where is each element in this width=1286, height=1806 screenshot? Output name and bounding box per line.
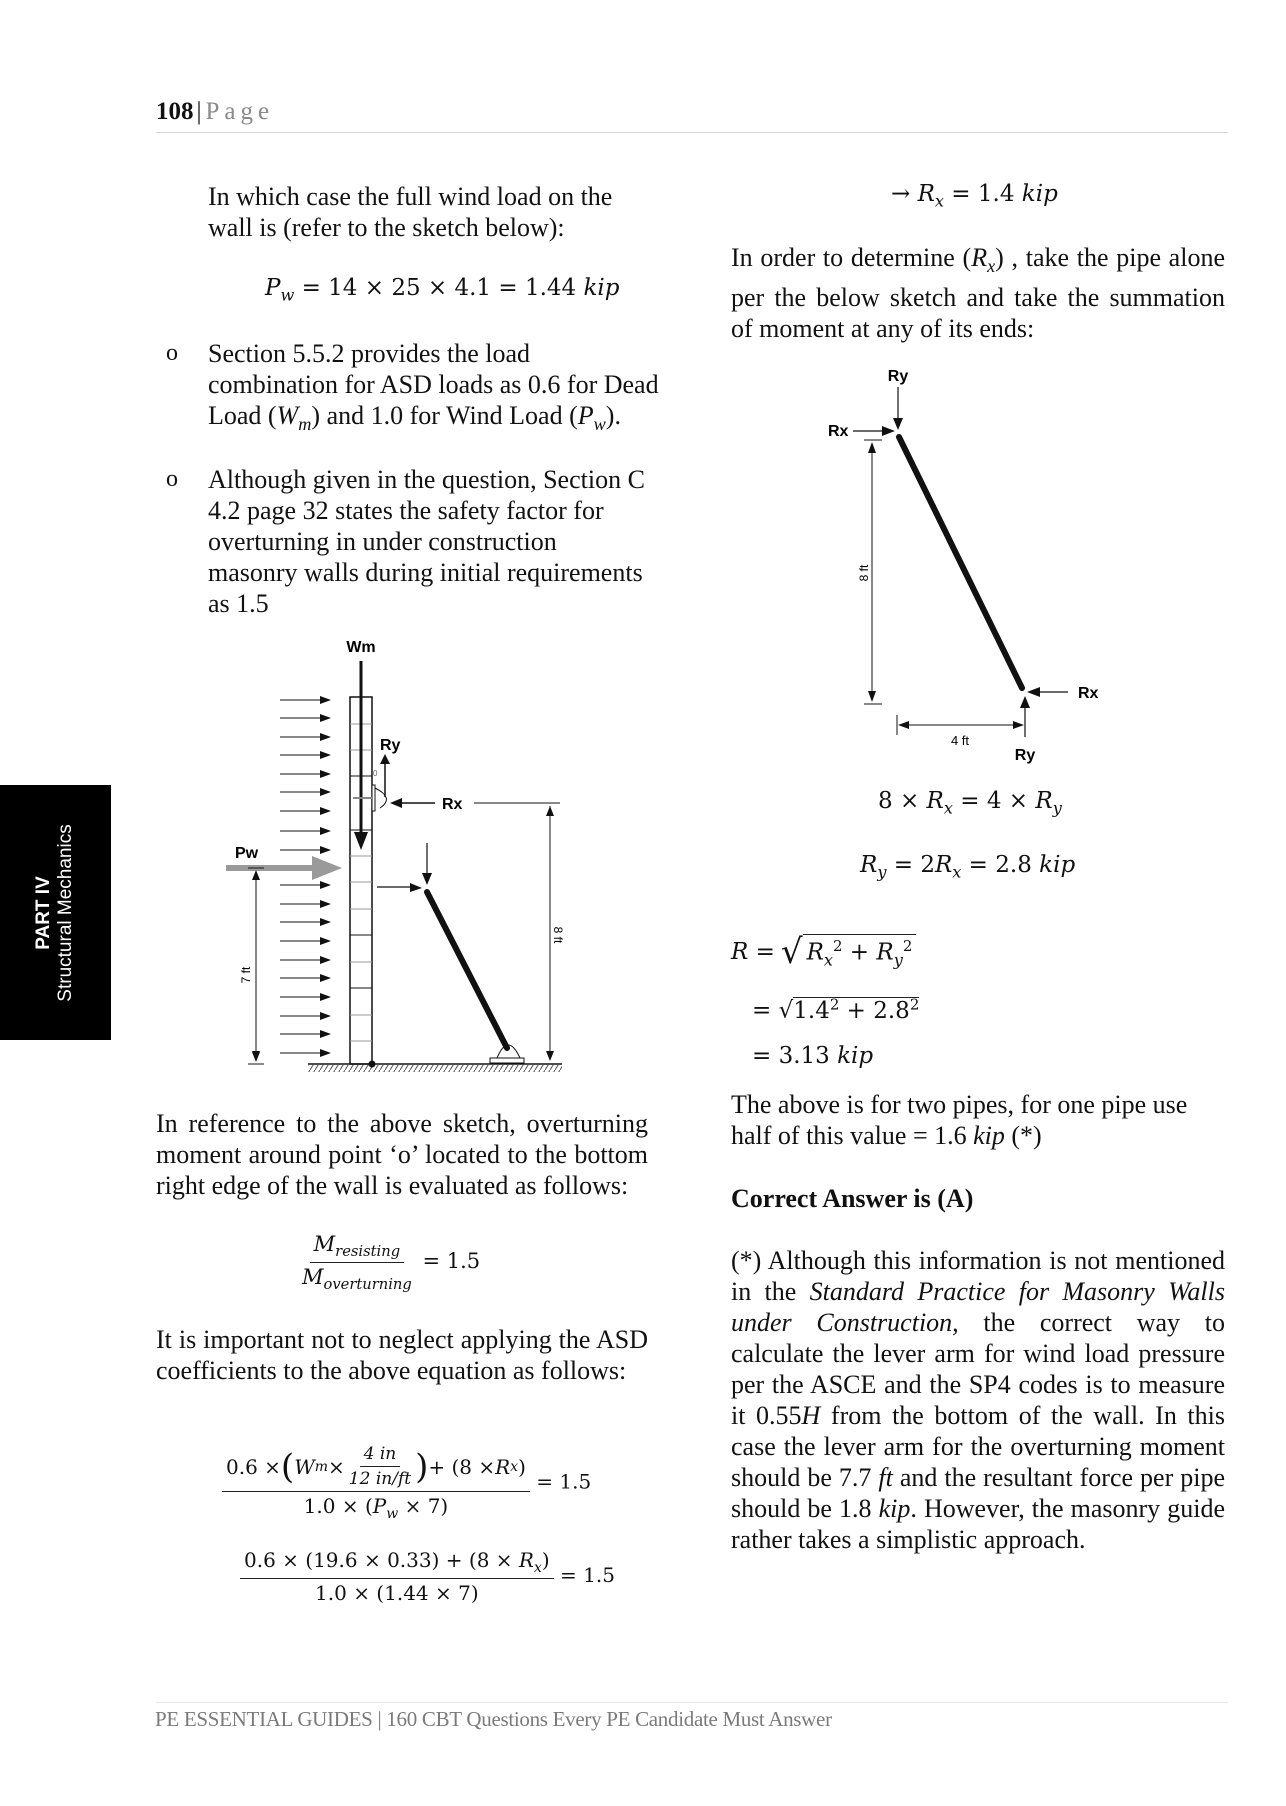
asd-paragraph: It is important not to neglect applying the ASD coefficients to the above equation as follows: [156,1325,648,1385]
power: 2 [902,937,913,956]
sub-resisting: resisting [335,1243,401,1261]
unit-kip: kip [1039,852,1076,878]
sub-w: w [593,414,606,435]
pw-rhs: = 14 × 25 × 4.1 = 1.44 [301,275,584,301]
sub-m: m [298,414,312,435]
wind-arrowhead [320,827,331,835]
sub-y: y [893,950,903,970]
asd1-text: × [328,1454,345,1479]
para-text: The above is for two pipes, for one pipe use half of this value = 1.6 [731,1090,1188,1150]
eq-text: = 2 [886,852,935,878]
bullet-text: ). [605,401,621,430]
note-text: and the resultant force per pipe should be 1.8 [731,1463,1225,1523]
eq-lhs: R = [731,939,775,965]
para-text: ) , take the pipe alone per the below sketch and take the summation of moment at any of its ends: [731,243,1225,344]
var-r: R [518,1548,534,1572]
sub-x: x [533,1560,542,1576]
label-rx: Rx [442,796,463,813]
var-r: R [495,1454,511,1479]
equation-resultant-numeric [752,995,919,1024]
var-p: P [372,1494,387,1518]
para-text: In order to determine ( [731,243,972,272]
sub-overturning: overturning [323,1276,412,1294]
asd1-text: ) [518,1454,526,1479]
asd2-den: 1.0 × (1.44 × 7) [315,1581,479,1605]
var-r: R [876,940,894,967]
note-title: Standard Practice for Masonry Walls under Construction, [731,1277,1225,1337]
eq-text: = 3.13 [752,1043,838,1069]
wind-arrowhead [320,846,331,854]
eq-text: + 2.8 [839,997,910,1024]
inner-denominator: 12 in/ft [348,1469,412,1489]
var-h: H [801,1401,821,1430]
power: 2 [909,995,920,1013]
bullet-item-safety-factor: Although given in the question, Section C 4.2 page 32 states the safety factor for overturning in under construction masonry walls during initial requirements as 1.5 [208,465,645,618]
unit-kip: kip [878,1494,911,1523]
para-text: (*) [1004,1121,1042,1150]
label-rx-bottom: Rx [1078,685,1099,702]
var-p: P [265,275,281,301]
point-o [369,1061,376,1068]
var-m: M [302,1265,324,1290]
power: 2 [829,995,840,1013]
footer-rule [156,1702,1228,1703]
power: 2 [832,937,843,956]
var-r: R [934,852,953,878]
pipe-line [899,437,1022,688]
ratio-fraction [298,1232,416,1293]
arrow-symbol: → [891,181,918,207]
asd1-text: 0.6 × [226,1454,281,1479]
unit-ft: ft [878,1463,893,1492]
equation-asd-symbolic: 0.6 × ( W m × $\frac{4 in}{12 in/ft}$ ) + (8 × R x ) $1.0 \times (P_w \times 7)$ = 1.5 [222,1444,591,1522]
side-tab [0,785,111,1040]
equation-moment-sum [878,788,1062,818]
label-4ft: 4 ft [950,733,970,748]
sqrt-icon: √ [780,932,803,972]
sub-x: x [952,862,962,882]
eq-text: + [842,940,877,967]
correct-answer: Correct Answer is (A) [731,1184,974,1213]
wind-arrowhead [320,900,331,908]
wind-pressure-arrows [280,696,331,1057]
pipes-paragraph [731,1089,1225,1151]
note-paragraph [731,1245,1225,1555]
asd1-den: × 7) [398,1494,449,1518]
pw-arrowhead [312,856,342,880]
asd2-text: ) [541,1548,550,1572]
equation-asd-numeric [240,1548,615,1605]
wind-arrowhead [320,881,331,889]
moment-paragraph: In reference to the above sketch, overturning moment around point ‘o’ located to the bottom right edge of the wall is evaluated as follows: [156,1109,648,1200]
equation-resultant-value [752,1043,873,1069]
rx-rhs: = 1.4 [944,181,1022,207]
asd1-rhs: = 1.5 [536,1469,592,1494]
inner-numerator: 4 in [360,1444,401,1467]
pw-arrow-shaft [226,865,316,871]
asd2-text: 0.6 × (19.6 × 0.33) + (8 × [244,1548,519,1572]
note-text: from the bottom of the wall. In this case the lever arm for the overturning moment should be 7.7 [731,1401,1225,1492]
bullet-marker: o [166,466,178,492]
unit-kip: kip [837,1043,874,1069]
var-w: W [276,401,299,430]
var-p: P [577,401,594,430]
note-text: the correct way to calculate the lever arm for wind load pressure per the ASCE and the SP4 codes is to measure it 0.55 [731,1308,1225,1430]
ratio-rhs: = 1.5 [422,1249,481,1274]
var-r: R [806,940,824,967]
intro-paragraph: In which case the full wind load on the wall is (refer to the sketch below): [208,182,613,242]
pipe-free-body-sketch [820,355,1140,785]
wind-arrowhead [320,788,331,796]
determine-paragraph [731,242,1225,344]
wall-bracing-sketch [220,630,580,1090]
equation-resultant [731,932,916,972]
header-rule [156,132,1228,133]
eq-text: = √ [752,997,794,1024]
pipe-base-plate [490,1058,524,1063]
wind-arrowhead [320,733,331,741]
eq-text: = 2.8 [961,852,1040,878]
eq-text: = 4 × [952,788,1036,814]
asd1-den: 1.0 × ( [303,1494,373,1518]
side-tab-part: PART IV [33,876,54,950]
sub-x: x [823,950,833,970]
sub-x: x [510,1458,519,1475]
equation-ry [860,852,1075,882]
wind-arrowhead [320,696,331,704]
bullet-text: Section 5.5.2 provides the load combination for ASD loads as 0.6 for Dead Load ( [208,339,659,430]
wind-arrowhead [320,714,331,722]
var-r: R [1035,788,1053,814]
header-separator: | [196,98,202,125]
wind-arrowhead [320,1030,331,1038]
side-tab-title: Structural Mechanics [55,824,76,1002]
unit-kip: kip [973,1121,1005,1150]
note-text: . However, the masonry guide rather takes a simplistic approach. [731,1494,1225,1554]
page-header [156,98,274,126]
equation-rx [891,181,1058,211]
sub-y: y [1052,798,1062,818]
label-wm: Wm [346,639,376,656]
wind-arrowhead [320,751,331,759]
label-rx-top: Rx [828,423,849,440]
bullet-text: ) and 1.0 for Wind Load ( [311,401,578,430]
sub-x: x [987,256,996,277]
label-point-o: 0 [373,769,378,778]
label-pw: Pw [235,845,259,862]
asd2-rhs: = 1.5 [560,1563,615,1587]
sub-w: w [386,1506,399,1522]
pipe-brace [427,892,507,1048]
sub-m: m [314,1458,329,1475]
wind-arrowhead [320,807,331,815]
page-footer: PE ESSENTIAL GUIDES | 160 CBT Questions Every PE Candidate Must Answer [155,1707,832,1731]
var-r: R [860,852,878,878]
page-word: Page [205,98,275,125]
eq-text: 8 × [878,788,927,814]
wind-arrowhead [320,770,331,778]
sub-x: x [934,191,944,211]
label-8ft: 8 ft [551,926,565,944]
radicand [803,934,917,969]
equation-pw [265,275,620,305]
eq-text: 1.4 [793,997,830,1024]
wind-arrowhead [320,993,331,1001]
wind-arrowhead [320,1012,331,1020]
sub-w: w [280,285,295,305]
page-number: 108 [156,98,194,125]
ground-hatch [308,1065,562,1072]
bullet-item-load-combination [208,338,660,440]
var-m: M [313,1232,336,1256]
note-text: (*) Although this information is not mentioned in the [731,1246,1225,1306]
label-ry: Ry [380,737,401,754]
var-w: W [294,1454,315,1479]
wind-arrowhead [320,956,331,964]
equation-moment-ratio [298,1232,480,1293]
var-r: R [926,788,944,814]
label-8ft: 8 ft [857,564,871,582]
label-ry-top: Ry [887,368,909,385]
sub-x: x [943,798,953,818]
asd1-text: + (8 × [428,1454,496,1479]
var-r: R [917,181,935,207]
bullet-marker: o [166,340,178,366]
wind-arrowhead [320,918,331,926]
label-7ft: 7 ft [239,966,253,984]
label-ry-bottom: Ry [1014,747,1036,764]
unit-kip: kip [583,275,620,301]
wind-arrowhead [320,937,331,945]
unit-kip: kip [1021,181,1058,207]
wind-arrowhead [320,1049,331,1057]
wind-arrowhead [320,974,331,982]
var-r: R [971,243,988,272]
sub-y: y [877,862,887,882]
